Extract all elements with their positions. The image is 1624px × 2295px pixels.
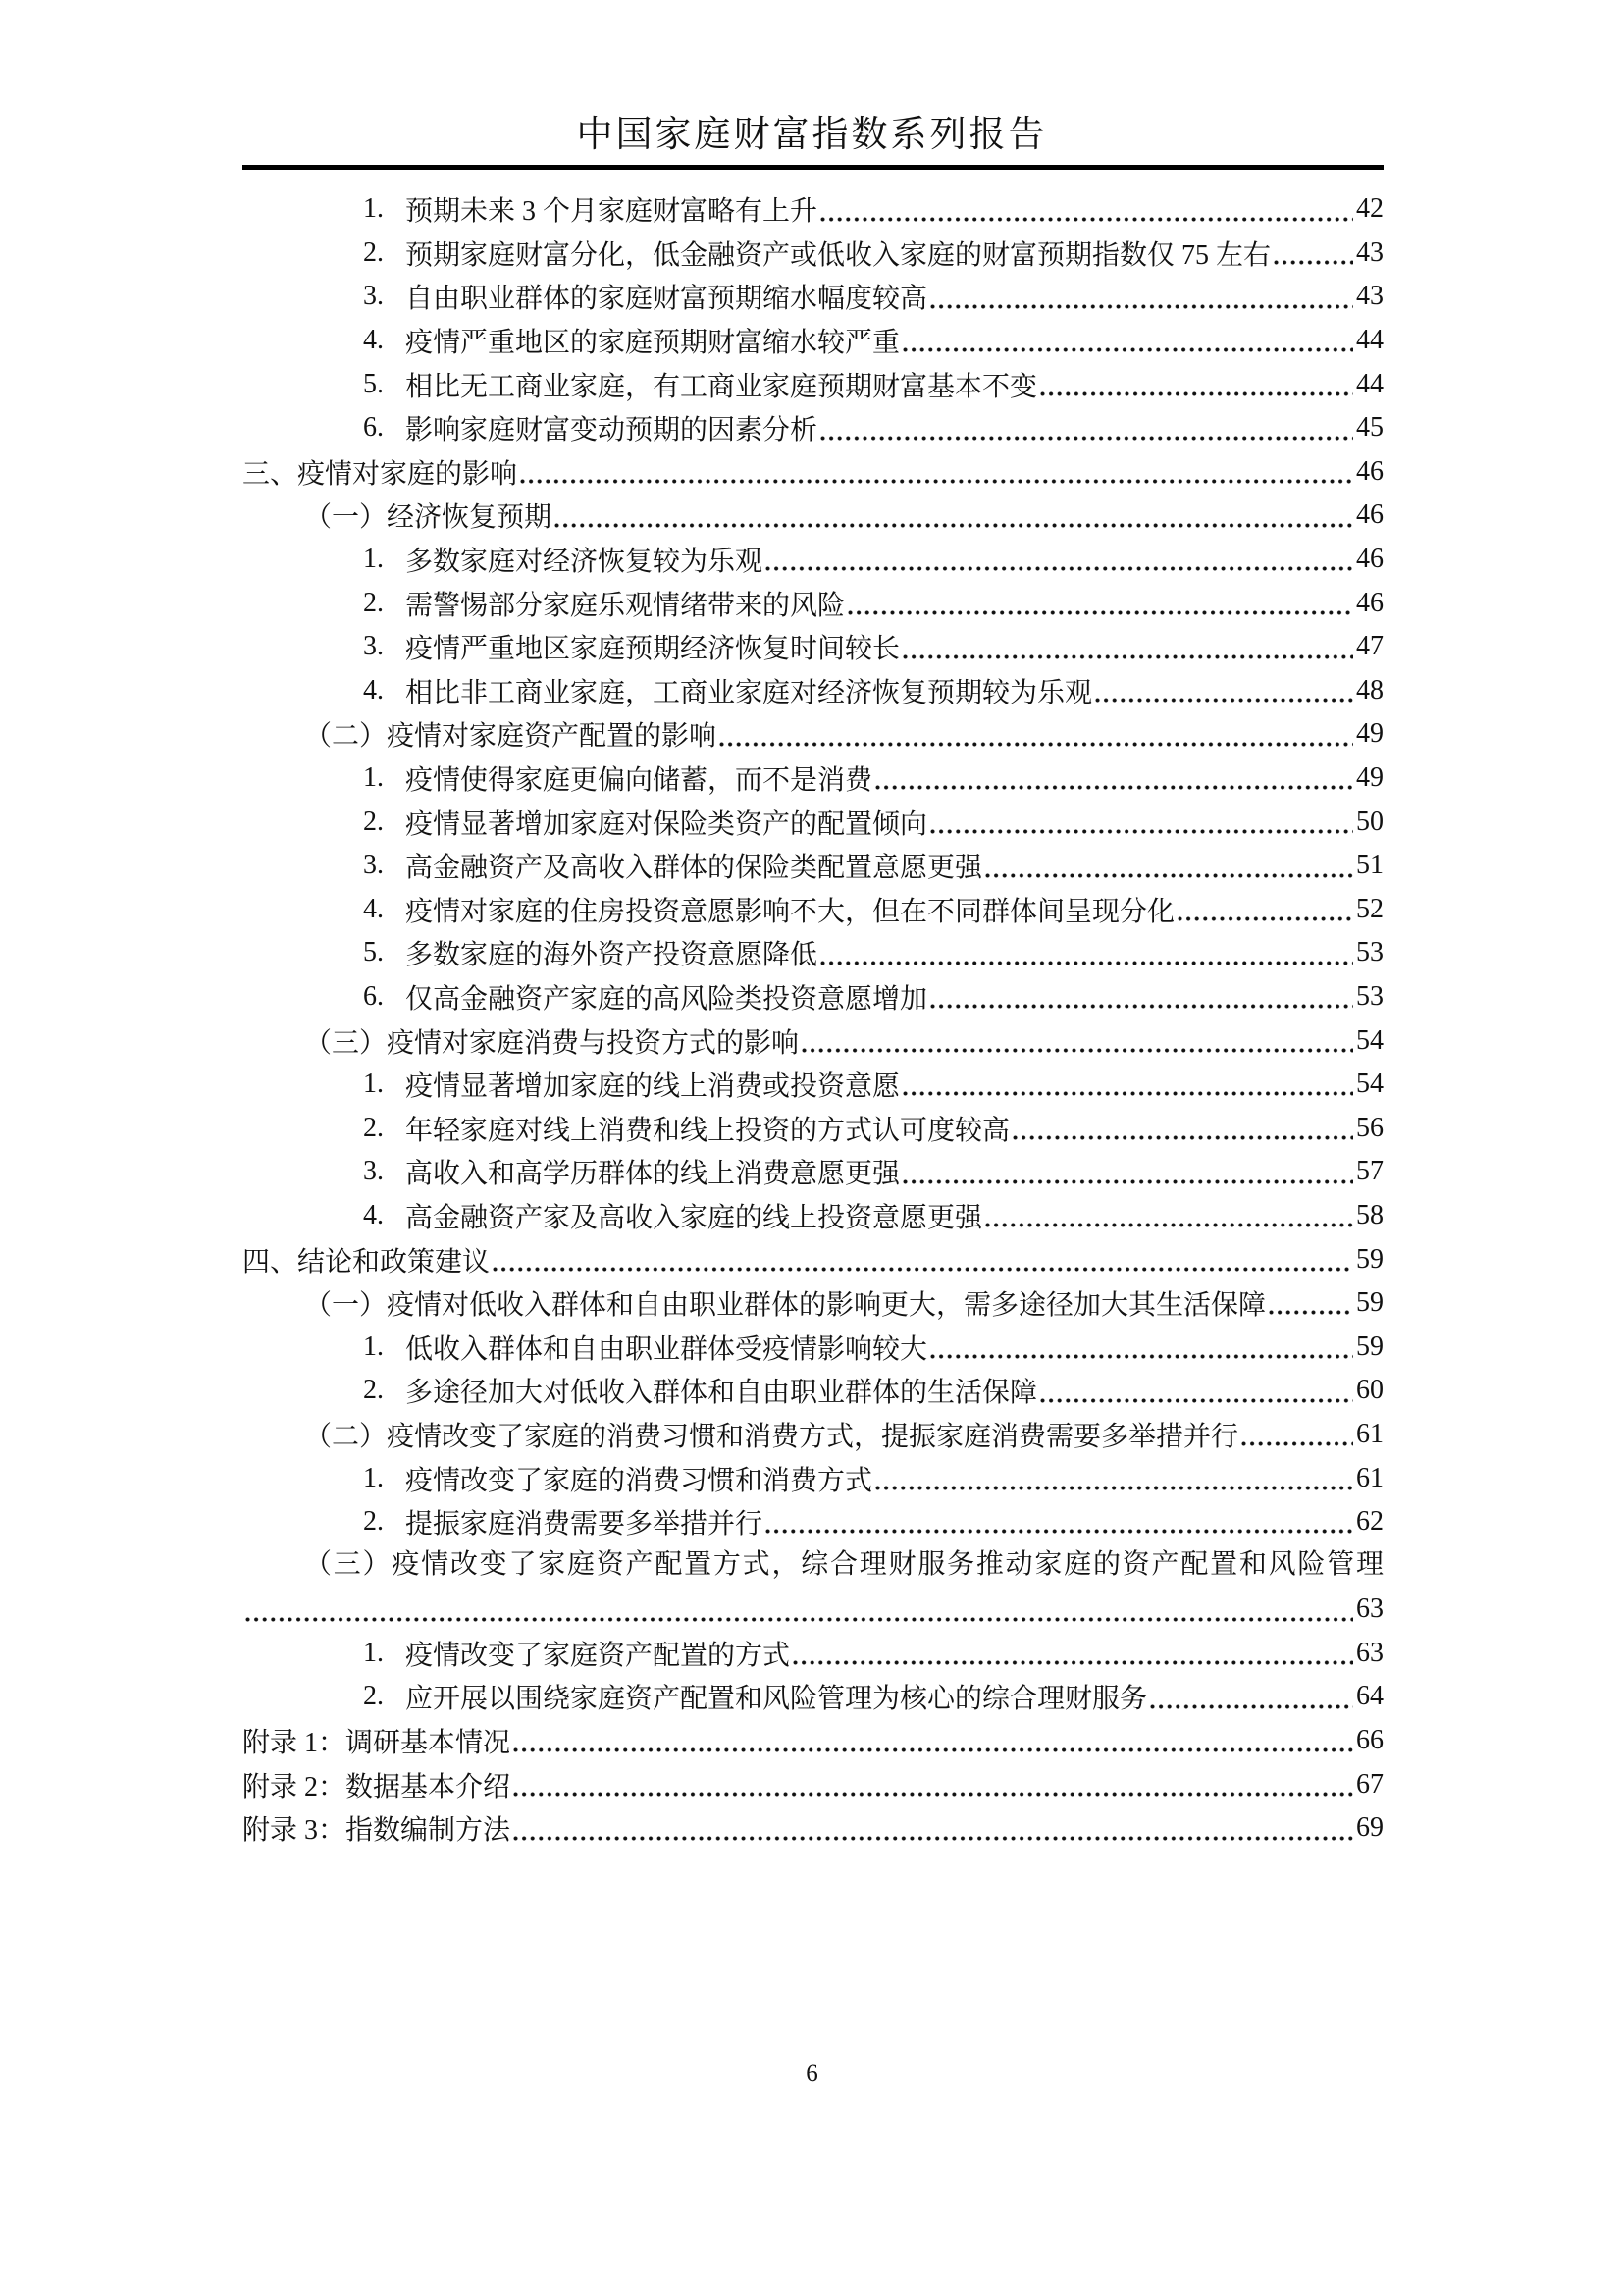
entry-number: 6. bbox=[363, 980, 384, 1012]
entry-page-number: 64 bbox=[1356, 1681, 1384, 1712]
entry-page-number: 51 bbox=[1356, 850, 1384, 881]
entry-page-number: 54 bbox=[1356, 1069, 1384, 1100]
dot-leader bbox=[1013, 1133, 1353, 1141]
entry-label: 疫情改变了家庭资产配置的方式 bbox=[405, 1640, 791, 1671]
dot-leader bbox=[903, 345, 1353, 353]
dot-leader bbox=[802, 1046, 1353, 1054]
entry-number: 5. bbox=[363, 937, 384, 968]
toc-entry bbox=[242, 1281, 1384, 1326]
entry-label: 年轻家庭对线上消费和线上投资的方式认可度较高 bbox=[405, 1115, 1011, 1146]
toc-entry bbox=[242, 756, 1384, 801]
entry-number: 2. bbox=[363, 1112, 384, 1143]
dot-leader bbox=[765, 1527, 1353, 1535]
entry-page-number: 53 bbox=[1356, 937, 1384, 968]
entry-number: 6. bbox=[363, 412, 384, 443]
entry-label: 预期未来 3 个月家庭财富略有上升 bbox=[405, 196, 818, 228]
entry-label: 疫情改变了家庭的消费习惯和消费方式 bbox=[405, 1465, 873, 1496]
toc-entry bbox=[242, 1106, 1384, 1150]
dot-leader bbox=[513, 1834, 1353, 1842]
toc-entry bbox=[242, 975, 1384, 1019]
dot-leader bbox=[513, 1790, 1353, 1798]
entry-label: 多途径加大对低收入群体和自由职业群体的生活保障 bbox=[405, 1378, 1038, 1409]
entry-label: 影响家庭财富变动预期的因素分析 bbox=[405, 415, 818, 446]
toc-entry bbox=[242, 319, 1384, 363]
toc-entry bbox=[242, 187, 1384, 232]
dot-leader bbox=[930, 1352, 1353, 1360]
toc-entry bbox=[242, 1719, 1384, 1763]
entry-number: 1. bbox=[363, 762, 384, 794]
toc-entry bbox=[242, 232, 1384, 276]
toc-entry bbox=[242, 1675, 1384, 1719]
entry-label: 疫情显著增加家庭对保险类资产的配置倾向 bbox=[405, 808, 928, 840]
entry-label: 疫情使得家庭更偏向储蓄，而不是消费 bbox=[405, 765, 873, 797]
dot-leader bbox=[820, 434, 1353, 442]
entry-number: 5. bbox=[363, 368, 384, 399]
dot-leader bbox=[554, 521, 1353, 529]
dot-leader bbox=[513, 1746, 1353, 1753]
entry-page-number: 57 bbox=[1356, 1156, 1384, 1187]
dot-leader bbox=[875, 1484, 1353, 1491]
toc-entry bbox=[242, 669, 1384, 713]
dot-leader bbox=[719, 740, 1353, 748]
entry-number: 4. bbox=[363, 674, 384, 705]
entry-page-number: 49 bbox=[1356, 718, 1384, 750]
entry-label: 多数家庭的海外资产投资意愿降低 bbox=[405, 940, 818, 971]
entry-page-number: 50 bbox=[1356, 806, 1384, 837]
entry-label: 疫情显著增加家庭的线上消费或投资意愿 bbox=[405, 1071, 901, 1103]
entry-label: 自由职业群体的家庭财富预期缩水幅度较高 bbox=[405, 284, 928, 315]
entry-label: 附录 1：调研基本情况 bbox=[242, 1728, 511, 1759]
entry-page-number: 56 bbox=[1356, 1112, 1384, 1143]
entry-page-number: 53 bbox=[1356, 980, 1384, 1012]
entry-label: 多数家庭对经济恢复较为乐观 bbox=[405, 547, 763, 578]
entry-number: 1. bbox=[363, 193, 384, 225]
entry-label: 四、结论和政策建议 bbox=[242, 1246, 491, 1278]
toc-entry bbox=[242, 931, 1384, 975]
dot-leader bbox=[520, 477, 1353, 485]
entry-page-number: 42 bbox=[1356, 193, 1384, 225]
entry-number: 2. bbox=[363, 1506, 384, 1538]
entry-page-number: 49 bbox=[1356, 762, 1384, 794]
entry-number: 1. bbox=[363, 1462, 384, 1493]
entry-label: 疫情对家庭的住房投资意愿影响不大，但在不同群体间呈现分化 bbox=[405, 896, 1176, 927]
dot-leader bbox=[1274, 258, 1353, 266]
dot-leader bbox=[985, 1221, 1353, 1228]
entry-page-number: 43 bbox=[1356, 236, 1384, 268]
toc-entry bbox=[242, 1456, 1384, 1500]
dot-leader bbox=[1040, 390, 1353, 397]
entry-label: （三）疫情改变了家庭资产配置方式，综合理财服务推动家庭的资产配置和风险管理 bbox=[304, 1549, 1384, 1581]
entry-page-number: 46 bbox=[1356, 499, 1384, 531]
toc-entry bbox=[242, 1762, 1384, 1806]
entry-page-number: 45 bbox=[1356, 412, 1384, 443]
toc-entry bbox=[242, 1194, 1384, 1238]
entry-page-number: 43 bbox=[1356, 281, 1384, 312]
entry-page-number: 61 bbox=[1356, 1462, 1384, 1493]
toc-entry bbox=[242, 1632, 1384, 1676]
toc-entry bbox=[242, 800, 1384, 844]
entry-page-number: 67 bbox=[1356, 1768, 1384, 1799]
header-divider bbox=[242, 165, 1384, 170]
entry-page-number: 63 bbox=[1356, 1593, 1384, 1625]
dot-leader bbox=[1269, 1308, 1353, 1316]
entry-number: 2. bbox=[363, 1681, 384, 1712]
dot-leader bbox=[765, 564, 1353, 572]
dot-leader bbox=[1095, 696, 1353, 704]
entry-label: （三）疫情对家庭消费与投资方式的影响 bbox=[304, 1027, 800, 1059]
entry-page-number: 46 bbox=[1356, 455, 1384, 487]
dot-leader bbox=[820, 959, 1353, 966]
entry-page-number: 46 bbox=[1356, 587, 1384, 618]
entry-page-number: 48 bbox=[1356, 674, 1384, 705]
toc-entry-continuation bbox=[242, 1588, 1384, 1632]
entry-label: （一）经济恢复预期 bbox=[304, 502, 552, 534]
entry-number: 4. bbox=[363, 893, 384, 924]
entry-number: 1. bbox=[363, 544, 384, 575]
entry-label: 提振家庭消费需要多举措并行 bbox=[405, 1509, 763, 1540]
entry-page-number: 61 bbox=[1356, 1418, 1384, 1449]
entry-label: 高金融资产家及高收入家庭的线上投资意愿更强 bbox=[405, 1202, 983, 1233]
entry-label: 高收入和高学历群体的线上消费意愿更强 bbox=[405, 1159, 901, 1190]
entry-label: 仅高金融资产家庭的高风险类投资意愿增加 bbox=[405, 983, 928, 1015]
entry-label: 应开展以围绕家庭资产配置和风险管理为核心的综合理财服务 bbox=[405, 1684, 1148, 1715]
toc-entry bbox=[242, 1543, 1384, 1588]
toc-entry bbox=[242, 1063, 1384, 1107]
entry-number: 3. bbox=[363, 1156, 384, 1187]
dot-leader bbox=[245, 1615, 1353, 1623]
toc-entry bbox=[242, 362, 1384, 406]
dot-leader bbox=[493, 1265, 1353, 1273]
entry-page-number: 63 bbox=[1356, 1637, 1384, 1668]
entry-page-number: 54 bbox=[1356, 1024, 1384, 1056]
entry-page-number: 59 bbox=[1356, 1287, 1384, 1319]
entry-label: 低收入群体和自由职业群体受疫情影响较大 bbox=[405, 1333, 928, 1365]
entry-page-number: 58 bbox=[1356, 1199, 1384, 1230]
entry-page-number: 46 bbox=[1356, 544, 1384, 575]
toc-entry bbox=[242, 538, 1384, 582]
dot-leader bbox=[875, 783, 1353, 791]
entry-number: 1. bbox=[363, 1637, 384, 1668]
entry-number: 2. bbox=[363, 587, 384, 618]
entry-label: 三、疫情对家庭的影响 bbox=[242, 458, 518, 490]
entry-page-number: 47 bbox=[1356, 631, 1384, 662]
toc-entry bbox=[242, 1806, 1384, 1851]
entry-number: 4. bbox=[363, 1199, 384, 1230]
entry-number: 4. bbox=[363, 325, 384, 356]
entry-number: 2. bbox=[363, 1375, 384, 1406]
toc-entry bbox=[242, 275, 1384, 319]
toc-entry bbox=[242, 450, 1384, 495]
toc-entry bbox=[242, 625, 1384, 669]
toc-entry bbox=[242, 1325, 1384, 1369]
dot-leader bbox=[903, 652, 1353, 660]
toc-entry bbox=[242, 888, 1384, 932]
entry-page-number: 66 bbox=[1356, 1725, 1384, 1756]
entry-label: （一）疫情对低收入群体和自由职业群体的影响更大，需多途径加大其生活保障 bbox=[304, 1290, 1267, 1322]
dot-leader bbox=[985, 871, 1353, 879]
toc-entry bbox=[242, 844, 1384, 888]
entry-page-number: 44 bbox=[1356, 325, 1384, 356]
entry-label: （二）疫情改变了家庭的消费习惯和消费方式，提振家庭消费需要多举措并行 bbox=[304, 1421, 1239, 1452]
entry-page-number: 69 bbox=[1356, 1812, 1384, 1844]
entry-page-number: 62 bbox=[1356, 1506, 1384, 1538]
entry-label: 附录 2：数据基本介绍 bbox=[242, 1771, 511, 1802]
dot-leader bbox=[1178, 914, 1353, 922]
toc-entry bbox=[242, 712, 1384, 756]
entry-number: 3. bbox=[363, 850, 384, 881]
entry-label: 需警惕部分家庭乐观情绪带来的风险 bbox=[405, 590, 846, 621]
dot-leader bbox=[820, 215, 1353, 223]
entry-label: 相比无工商业家庭，有工商业家庭预期财富基本不变 bbox=[405, 371, 1038, 402]
entry-label: （二）疫情对家庭资产配置的影响 bbox=[304, 721, 717, 753]
dot-leader bbox=[930, 302, 1353, 310]
dot-leader bbox=[1040, 1396, 1353, 1404]
toc-list bbox=[242, 187, 1384, 1851]
page-title: 中国家庭财富指数系列报告 bbox=[576, 115, 1048, 155]
toc-entry bbox=[242, 1150, 1384, 1194]
toc-entry bbox=[242, 581, 1384, 625]
entry-label: 预期家庭财富分化，低金融资产或低收入家庭的财富预期指数仅 75 左右 bbox=[405, 239, 1272, 271]
entry-label: 附录 3：指数编制方法 bbox=[242, 1815, 511, 1847]
toc-entry bbox=[242, 494, 1384, 538]
entry-page-number: 44 bbox=[1356, 368, 1384, 399]
entry-page-number: 59 bbox=[1356, 1243, 1384, 1275]
entry-label: 疫情严重地区的家庭预期财富缩水较严重 bbox=[405, 328, 901, 359]
toc-entry bbox=[242, 1369, 1384, 1413]
toc-entry bbox=[242, 1500, 1384, 1544]
toc-entry bbox=[242, 1018, 1384, 1063]
entry-number: 2. bbox=[363, 806, 384, 837]
entry-number: 3. bbox=[363, 631, 384, 662]
entry-page-number: 59 bbox=[1356, 1330, 1384, 1362]
entry-number: 1. bbox=[363, 1330, 384, 1362]
dot-leader bbox=[903, 1177, 1353, 1185]
dot-leader bbox=[1241, 1439, 1353, 1447]
dot-leader bbox=[848, 608, 1353, 616]
entry-page-number: 60 bbox=[1356, 1375, 1384, 1406]
toc-entry bbox=[242, 406, 1384, 450]
toc-entry bbox=[242, 1413, 1384, 1457]
dot-leader bbox=[1150, 1702, 1353, 1710]
dot-leader bbox=[793, 1658, 1353, 1666]
footer-page-number: 6 bbox=[806, 2060, 818, 2087]
entry-number: 3. bbox=[363, 281, 384, 312]
entry-label: 疫情严重地区家庭预期经济恢复时间较长 bbox=[405, 634, 901, 665]
dot-leader bbox=[930, 1002, 1353, 1010]
entry-number: 1. bbox=[363, 1069, 384, 1100]
entry-label: 相比非工商业家庭，工商业家庭对经济恢复预期较为乐观 bbox=[405, 677, 1093, 708]
entry-number: 2. bbox=[363, 236, 384, 268]
dot-leader bbox=[903, 1089, 1353, 1097]
toc-entry bbox=[242, 1237, 1384, 1281]
entry-page-number: 52 bbox=[1356, 893, 1384, 924]
dot-leader bbox=[930, 827, 1353, 835]
entry-label: 高金融资产及高收入群体的保险类配置意愿更强 bbox=[405, 853, 983, 884]
